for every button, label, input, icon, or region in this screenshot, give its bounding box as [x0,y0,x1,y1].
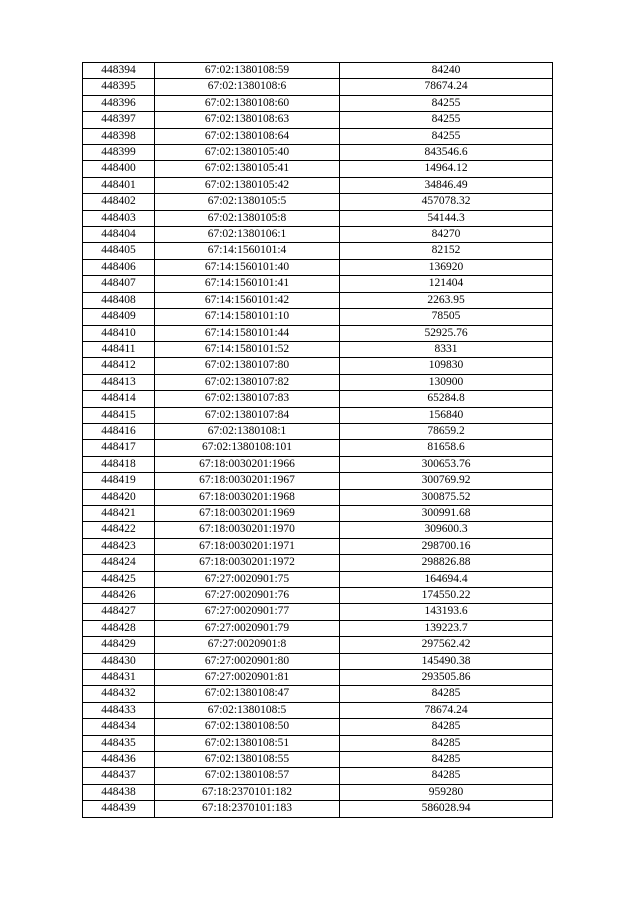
cadastral-number-cell: 67:02:1380108:63 [155,112,340,128]
cadastral-number-cell: 67:02:1380108:101 [155,440,340,456]
table-row [83,653,553,669]
table-row [83,505,553,521]
row-number-cell: 448423 [83,538,155,554]
cadastral-number-cell: 67:18:0030201:1968 [155,489,340,505]
table-row [83,555,553,571]
value-cell: 156840 [340,407,553,423]
table-row [83,752,553,768]
cadastral-number-cell: 67:27:0020901:8 [155,637,340,653]
table-row [83,637,553,653]
table-row [83,735,553,751]
table-row [83,145,553,161]
value-cell: 54144.3 [340,210,553,226]
value-cell: 300769.92 [340,473,553,489]
table-row [83,292,553,308]
data-table [82,62,553,818]
cadastral-number-cell: 67:02:1380105:40 [155,145,340,161]
value-cell: 843546.6 [340,145,553,161]
value-cell: 298826.88 [340,555,553,571]
value-cell: 2263.95 [340,292,553,308]
cadastral-number-cell: 67:02:1380108:5 [155,702,340,718]
cadastral-number-cell: 67:02:1380108:55 [155,752,340,768]
table-row [83,588,553,604]
row-number-cell: 448417 [83,440,155,456]
cadastral-number-cell: 67:02:1380107:82 [155,374,340,390]
table-row [83,341,553,357]
value-cell: 8331 [340,341,553,357]
table-row [83,522,553,538]
cadastral-number-cell: 67:14:1560101:40 [155,259,340,275]
cadastral-number-cell: 67:02:1380105:5 [155,194,340,210]
row-number-cell: 448433 [83,702,155,718]
cadastral-number-cell: 67:02:1380108:6 [155,79,340,95]
value-cell: 78674.24 [340,79,553,95]
cadastral-number-cell: 67:18:0030201:1967 [155,473,340,489]
value-cell: 84270 [340,227,553,243]
row-number-cell: 448401 [83,177,155,193]
row-number-cell: 448410 [83,325,155,341]
table-row [83,95,553,111]
table-row [83,161,553,177]
table-row [83,227,553,243]
row-number-cell: 448419 [83,473,155,489]
row-number-cell: 448396 [83,95,155,111]
cadastral-number-cell: 67:27:0020901:77 [155,604,340,620]
value-cell: 959280 [340,784,553,800]
table-row [83,686,553,702]
cadastral-number-cell: 67:14:1560101:41 [155,276,340,292]
cadastral-number-cell: 67:27:0020901:76 [155,588,340,604]
table-row [83,719,553,735]
row-number-cell: 448412 [83,358,155,374]
value-cell: 84285 [340,735,553,751]
table-row [83,423,553,439]
row-number-cell: 448431 [83,670,155,686]
cadastral-number-cell: 67:02:1380108:57 [155,768,340,784]
table-row [83,63,553,79]
row-number-cell: 448422 [83,522,155,538]
cadastral-number-cell: 67:02:1380108:1 [155,423,340,439]
table-row [83,407,553,423]
row-number-cell: 448406 [83,259,155,275]
row-number-cell: 448407 [83,276,155,292]
row-number-cell: 448432 [83,686,155,702]
table-row [83,325,553,341]
row-number-cell: 448416 [83,423,155,439]
value-cell: 84285 [340,686,553,702]
value-cell: 136920 [340,259,553,275]
table-row [83,128,553,144]
row-number-cell: 448414 [83,391,155,407]
cadastral-number-cell: 67:18:0030201:1971 [155,538,340,554]
table-row [83,768,553,784]
table-row [83,210,553,226]
value-cell: 309600.3 [340,522,553,538]
row-number-cell: 448397 [83,112,155,128]
cadastral-number-cell: 67:27:0020901:81 [155,670,340,686]
row-number-cell: 448413 [83,374,155,390]
cadastral-number-cell: 67:18:2370101:183 [155,801,340,817]
row-number-cell: 448395 [83,79,155,95]
cadastral-number-cell: 67:18:0030201:1969 [155,505,340,521]
cadastral-number-cell: 67:02:1380108:51 [155,735,340,751]
value-cell: 139223.7 [340,620,553,636]
table-row [83,571,553,587]
row-number-cell: 448424 [83,555,155,571]
cadastral-number-cell: 67:02:1380108:64 [155,128,340,144]
value-cell: 121404 [340,276,553,292]
row-number-cell: 448436 [83,752,155,768]
value-cell: 65284.8 [340,391,553,407]
cadastral-number-cell: 67:14:1580101:44 [155,325,340,341]
row-number-cell: 448404 [83,227,155,243]
cadastral-number-cell: 67:02:1380107:83 [155,391,340,407]
row-number-cell: 448405 [83,243,155,259]
row-number-cell: 448398 [83,128,155,144]
value-cell: 164694.4 [340,571,553,587]
table-row [83,702,553,718]
row-number-cell: 448403 [83,210,155,226]
table-row [83,194,553,210]
table-row [83,489,553,505]
value-cell: 78659.2 [340,423,553,439]
table-row [83,784,553,800]
row-number-cell: 448427 [83,604,155,620]
table-row [83,604,553,620]
cadastral-number-cell: 67:18:0030201:1966 [155,456,340,472]
cadastral-number-cell: 67:02:1380105:8 [155,210,340,226]
table-row [83,456,553,472]
row-number-cell: 448428 [83,620,155,636]
value-cell: 143193.6 [340,604,553,620]
cadastral-number-cell: 67:18:0030201:1972 [155,555,340,571]
table-body [83,63,553,818]
table-row [83,801,553,817]
row-number-cell: 448434 [83,719,155,735]
table-row [83,276,553,292]
value-cell: 145490.38 [340,653,553,669]
row-number-cell: 448409 [83,309,155,325]
table-row [83,538,553,554]
row-number-cell: 448421 [83,505,155,521]
value-cell: 52925.76 [340,325,553,341]
table-row [83,309,553,325]
value-cell: 78505 [340,309,553,325]
table-row [83,374,553,390]
value-cell: 14964.12 [340,161,553,177]
table-row [83,243,553,259]
table-row [83,473,553,489]
value-cell: 300875.52 [340,489,553,505]
row-number-cell: 448426 [83,588,155,604]
value-cell: 84240 [340,63,553,79]
cadastral-number-cell: 67:14:1580101:10 [155,309,340,325]
row-number-cell: 448438 [83,784,155,800]
cadastral-number-cell: 67:02:1380108:47 [155,686,340,702]
cadastral-number-cell: 67:02:1380107:84 [155,407,340,423]
cadastral-number-cell: 67:27:0020901:80 [155,653,340,669]
row-number-cell: 448418 [83,456,155,472]
cadastral-number-cell: 67:14:1580101:52 [155,341,340,357]
table-row [83,670,553,686]
value-cell: 82152 [340,243,553,259]
value-cell: 84255 [340,95,553,111]
row-number-cell: 448435 [83,735,155,751]
row-number-cell: 448400 [83,161,155,177]
value-cell: 293505.86 [340,670,553,686]
table-row [83,112,553,128]
cadastral-number-cell: 67:02:1380106:1 [155,227,340,243]
value-cell: 298700.16 [340,538,553,554]
table-row [83,259,553,275]
value-cell: 130900 [340,374,553,390]
row-number-cell: 448437 [83,768,155,784]
cadastral-number-cell: 67:18:2370101:182 [155,784,340,800]
row-number-cell: 448429 [83,637,155,653]
value-cell: 84255 [340,128,553,144]
cadastral-number-cell: 67:02:1380105:41 [155,161,340,177]
row-number-cell: 448439 [83,801,155,817]
cadastral-number-cell: 67:18:0030201:1970 [155,522,340,538]
cadastral-number-cell: 67:14:1560101:42 [155,292,340,308]
value-cell: 84285 [340,719,553,735]
value-cell: 34846.49 [340,177,553,193]
value-cell: 457078.32 [340,194,553,210]
value-cell: 84255 [340,112,553,128]
cadastral-number-cell: 67:02:1380108:59 [155,63,340,79]
value-cell: 174550.22 [340,588,553,604]
cadastral-number-cell: 67:02:1380107:80 [155,358,340,374]
table-row [83,358,553,374]
row-number-cell: 448408 [83,292,155,308]
cadastral-number-cell: 67:02:1380108:50 [155,719,340,735]
table-row [83,79,553,95]
table-row [83,391,553,407]
row-number-cell: 448425 [83,571,155,587]
value-cell: 300653.76 [340,456,553,472]
row-number-cell: 448430 [83,653,155,669]
value-cell: 81658.6 [340,440,553,456]
table-row [83,620,553,636]
row-number-cell: 448420 [83,489,155,505]
value-cell: 78674.24 [340,702,553,718]
row-number-cell: 448402 [83,194,155,210]
value-cell: 84285 [340,768,553,784]
cadastral-number-cell: 67:02:1380105:42 [155,177,340,193]
row-number-cell: 448415 [83,407,155,423]
cadastral-number-cell: 67:27:0020901:75 [155,571,340,587]
row-number-cell: 448411 [83,341,155,357]
table-row [83,177,553,193]
row-number-cell: 448399 [83,145,155,161]
value-cell: 300991.68 [340,505,553,521]
value-cell: 297562.42 [340,637,553,653]
cadastral-number-cell: 67:27:0020901:79 [155,620,340,636]
row-number-cell: 448394 [83,63,155,79]
table-row [83,440,553,456]
value-cell: 586028.94 [340,801,553,817]
value-cell: 109830 [340,358,553,374]
value-cell: 84285 [340,752,553,768]
cadastral-number-cell: 67:14:1560101:4 [155,243,340,259]
cadastral-number-cell: 67:02:1380108:60 [155,95,340,111]
